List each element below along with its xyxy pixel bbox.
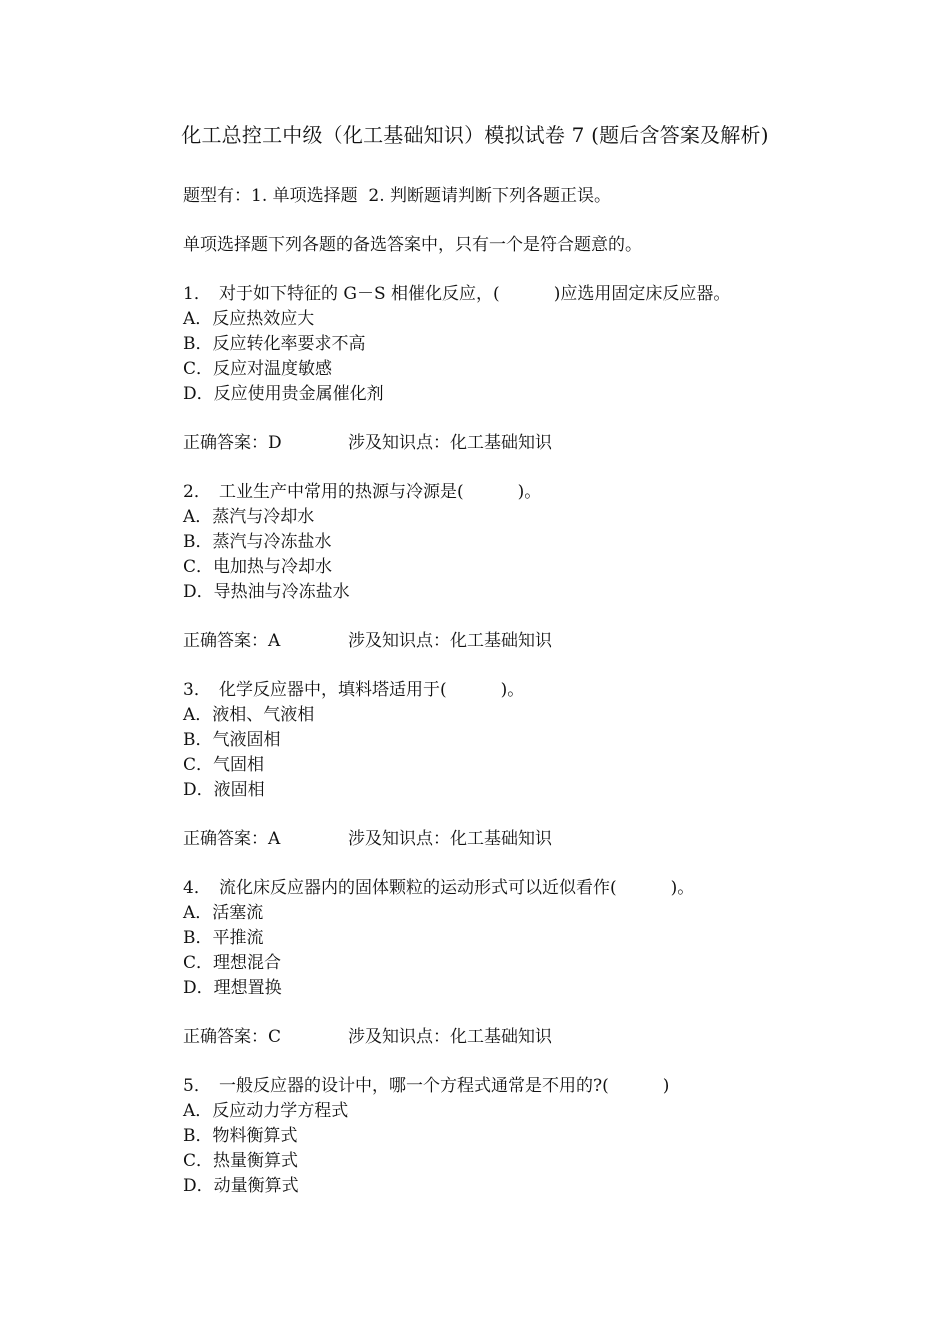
document-title: 化工总控工中级（化工基础知识）模拟试卷 7 (题后含答案及解析) bbox=[181, 123, 769, 147]
question-number: 1． bbox=[183, 284, 211, 304]
document-body bbox=[183, 184, 883, 1199]
question-text: 一般反应器的设计中，哪一个方程式通常是不用的?( ) bbox=[219, 1076, 670, 1096]
question-stem bbox=[183, 480, 883, 505]
answer-line bbox=[183, 629, 883, 654]
option-a: A．活塞流 bbox=[183, 903, 264, 923]
question-stem bbox=[183, 678, 883, 703]
answer-label: 正确答案： bbox=[183, 829, 268, 849]
question-number: 4． bbox=[183, 878, 211, 898]
answer-label: 正确答案： bbox=[183, 1027, 268, 1047]
option-b: B．蒸汽与冷冻盐水 bbox=[183, 532, 332, 552]
question-number: 3． bbox=[183, 680, 211, 700]
knowledge-label: 涉及知识点： bbox=[348, 433, 450, 453]
option-c: C．理想混合 bbox=[183, 953, 282, 973]
option-a: A．反应动力学方程式 bbox=[183, 1101, 349, 1121]
option-c: C．反应对温度敏感 bbox=[183, 359, 333, 379]
question-number: 5． bbox=[183, 1076, 211, 1096]
knowledge-value: 化工基础知识 bbox=[450, 433, 552, 453]
answer-value: C bbox=[268, 1027, 282, 1047]
answer-value: A bbox=[268, 829, 281, 849]
question-stem bbox=[183, 1074, 883, 1099]
question-number: 2． bbox=[183, 482, 211, 502]
question-text: 工业生产中常用的热源与冷源是( )。 bbox=[219, 482, 542, 502]
question-3 bbox=[183, 678, 883, 876]
option-a: A．液相、气液相 bbox=[183, 705, 315, 725]
option-d: D．液固相 bbox=[183, 780, 265, 800]
answer-line bbox=[183, 827, 883, 852]
option-b: B．反应转化率要求不高 bbox=[183, 334, 366, 354]
knowledge-value: 化工基础知识 bbox=[450, 829, 552, 849]
option-b: B．平推流 bbox=[183, 928, 264, 948]
knowledge-label: 涉及知识点： bbox=[348, 1027, 450, 1047]
knowledge-value: 化工基础知识 bbox=[450, 1027, 552, 1047]
option-d: D．反应使用贵金属催化剂 bbox=[183, 384, 384, 404]
option-d: D．理想置换 bbox=[183, 978, 282, 998]
option-c: C．气固相 bbox=[183, 755, 265, 775]
option-c: C．热量衡算式 bbox=[183, 1151, 299, 1171]
question-4 bbox=[183, 876, 883, 1074]
option-b: B．气液固相 bbox=[183, 730, 281, 750]
knowledge-label: 涉及知识点： bbox=[348, 631, 450, 651]
option-c: C．电加热与冷却水 bbox=[183, 557, 333, 577]
option-a: A．反应热效应大 bbox=[183, 309, 315, 329]
question-types-line: 题型有：1. 单项选择题 2. 判断题请判断下列各题正误。 bbox=[183, 186, 612, 206]
question-1 bbox=[183, 282, 883, 480]
answer-line bbox=[183, 1025, 883, 1050]
knowledge-value: 化工基础知识 bbox=[450, 631, 552, 651]
answer-label: 正确答案： bbox=[183, 433, 268, 453]
option-d: D．动量衡算式 bbox=[183, 1176, 299, 1196]
option-d: D．导热油与冷冻盐水 bbox=[183, 582, 350, 602]
question-5 bbox=[183, 1074, 883, 1199]
section-intro: 单项选择题下列各题的备选答案中，只有一个是符合题意的。 bbox=[183, 235, 642, 255]
question-stem bbox=[183, 876, 883, 901]
answer-label: 正确答案： bbox=[183, 631, 268, 651]
option-a: A．蒸汽与冷却水 bbox=[183, 507, 315, 527]
question-stem bbox=[183, 282, 883, 307]
knowledge-label: 涉及知识点： bbox=[348, 829, 450, 849]
question-text: 化学反应器中，填料塔适用于( )。 bbox=[219, 680, 525, 700]
answer-value: D bbox=[268, 433, 282, 453]
question-2 bbox=[183, 480, 883, 678]
question-text: 对于如下特征的 G－S 相催化反应，( )应选用固定床反应器。 bbox=[219, 284, 731, 304]
question-text: 流化床反应器内的固体颗粒的运动形式可以近似看作( )。 bbox=[219, 878, 695, 898]
answer-line bbox=[183, 431, 883, 456]
option-b: B．物料衡算式 bbox=[183, 1126, 298, 1146]
answer-value: A bbox=[268, 631, 281, 651]
